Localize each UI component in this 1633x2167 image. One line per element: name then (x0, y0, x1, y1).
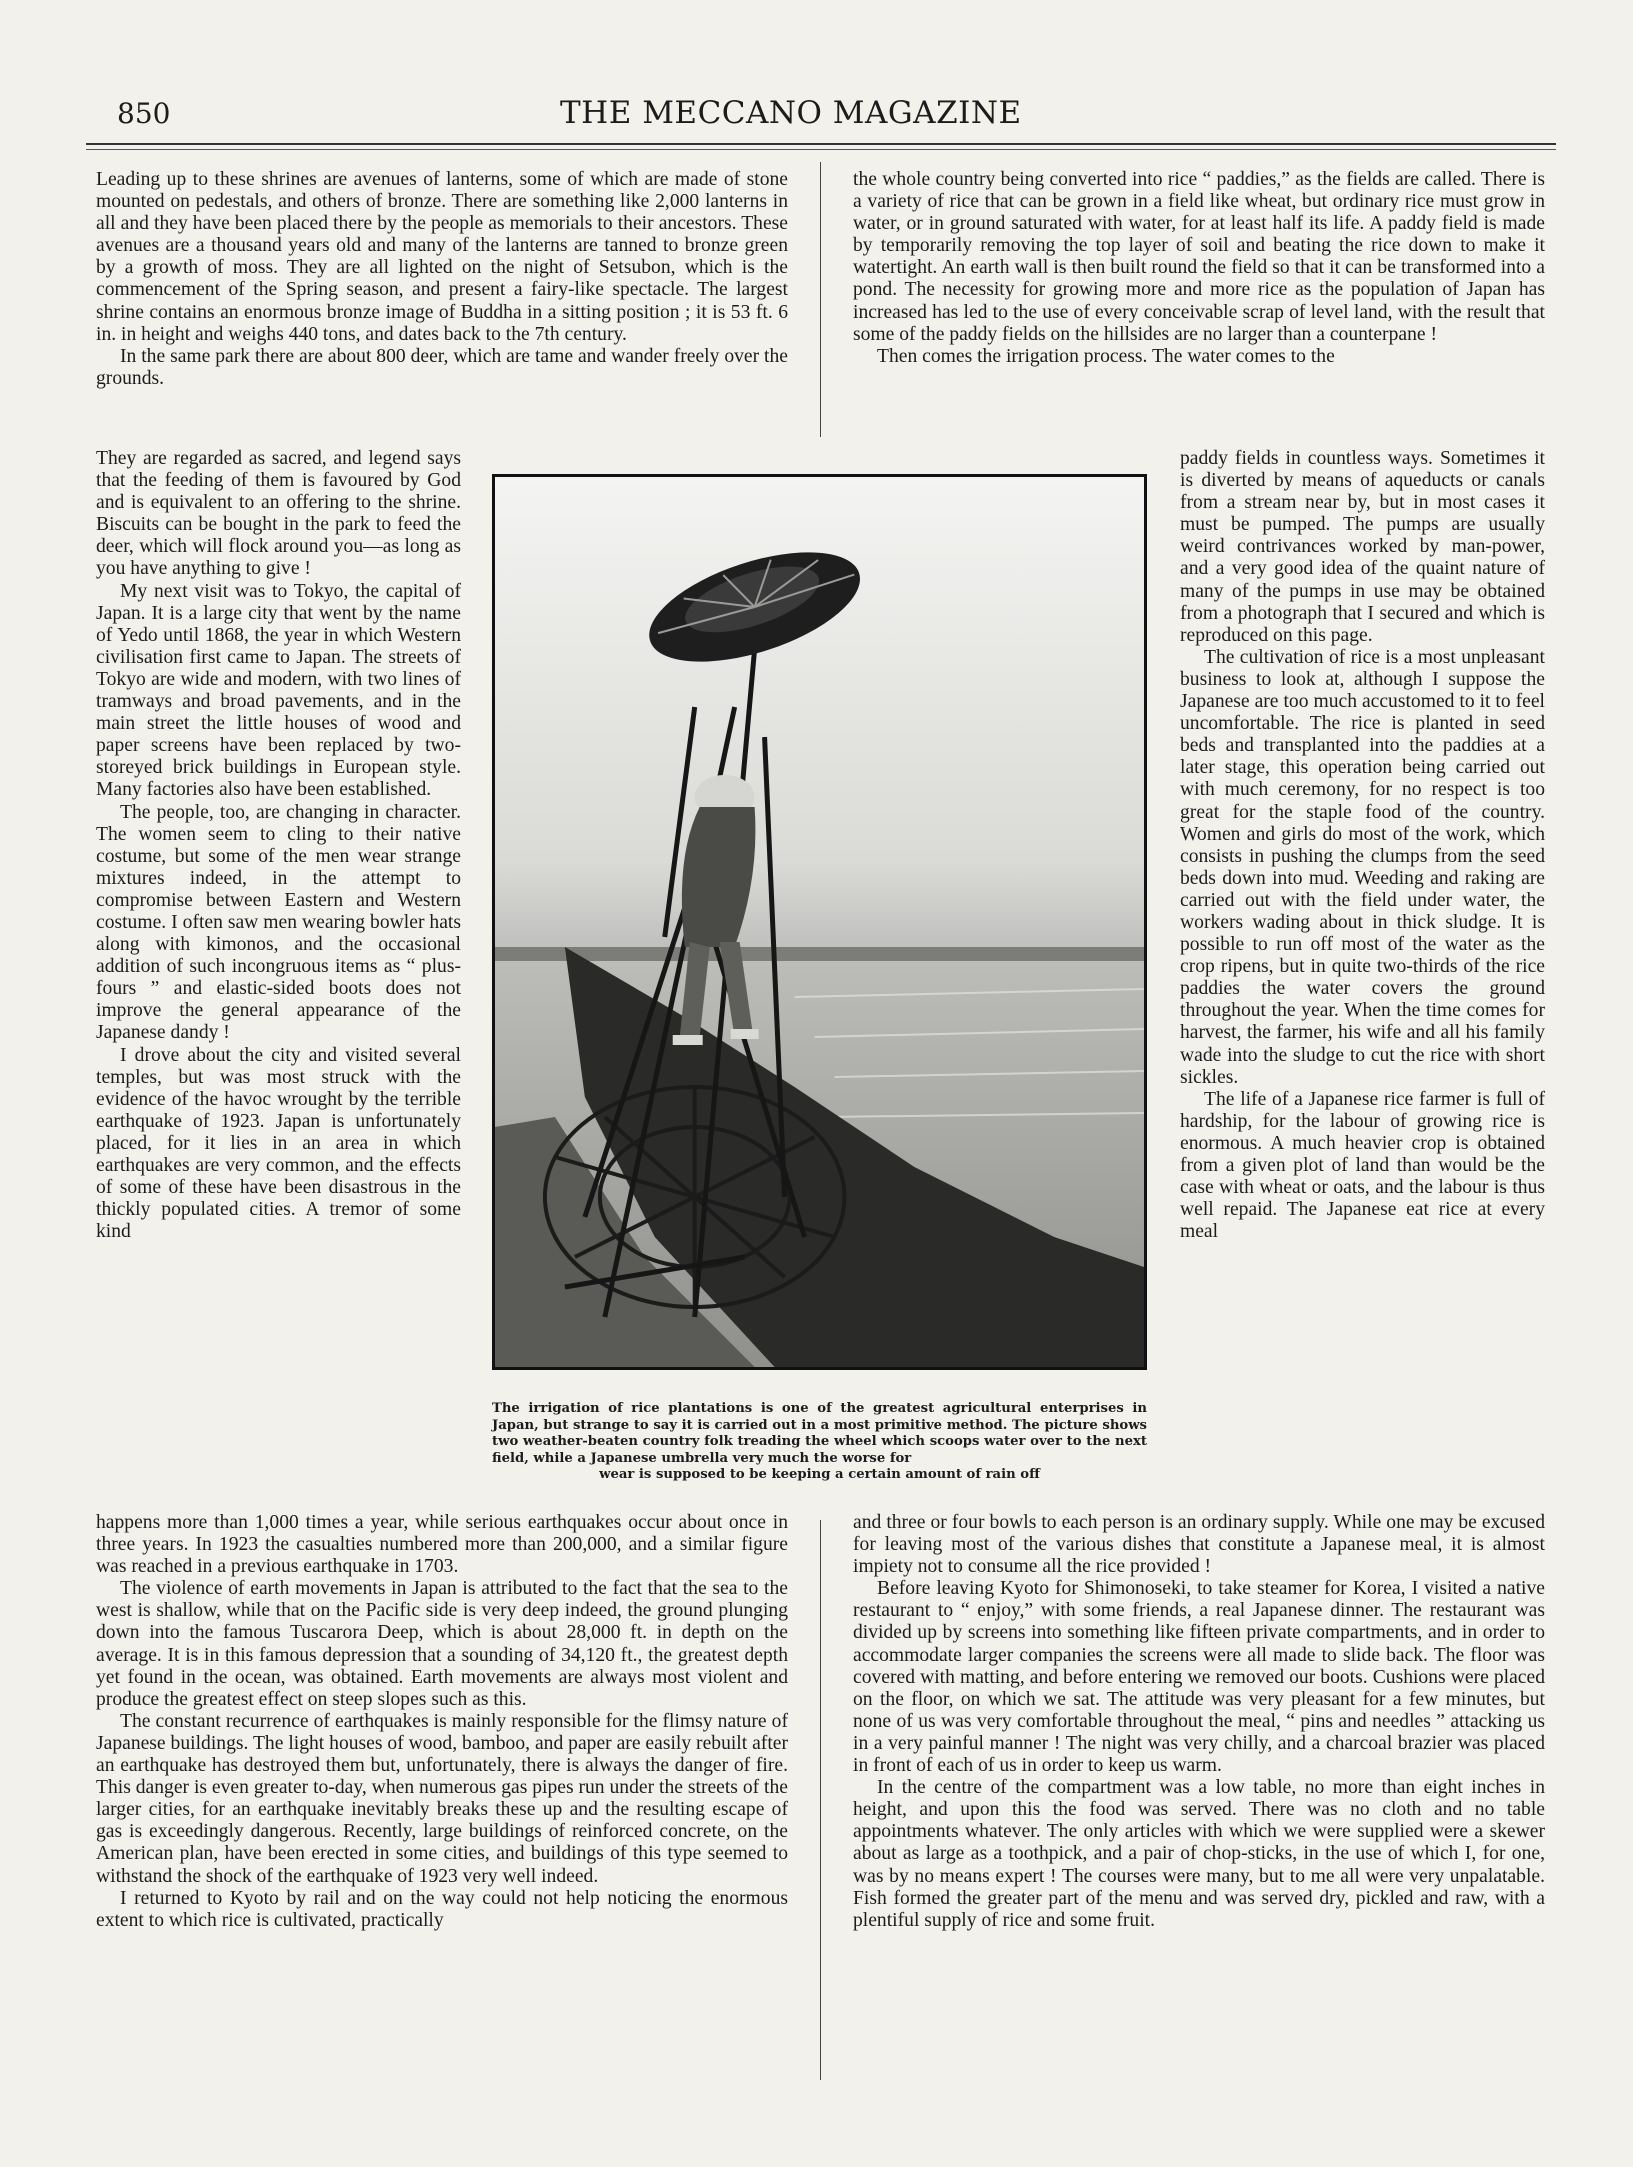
paragraph: Leading up to these shrines are avenues of lanterns, some of which are made of stone mounted on pedestals, and others of bronze. There are something like 2,000 lanterns in all and they have been placed there by the people as memorials to their ancestors. These avenues are a thousand years old and many of the lanterns are tanned to bronze green by a growth of moss. They are all lighted on the night of Setsubon, which is the commencement of the Spring season, and present a fairy-like spectacle. The largest shrine contains an enormous bronze image of Buddha in a sitting position ; it is 53 ft. 6 in. in height and weighs 440 tons, and dates back to the 7th century. (96, 169, 788, 345)
column-2-top (853, 169, 1545, 368)
horizon-trees (495, 947, 1144, 963)
caption-last-line: wear is supposed to be keeping a certain amount of rain off (599, 1467, 1040, 1482)
paragraph: and three or four bowls to each person is an ordinary supply. While one may be excused for leaving most of the various dishes that constitute a Japanese meal, it is almost impiety not to consume all the rice provided ! (853, 1512, 1545, 1578)
paragraph: Then comes the irrigation process. The water comes to the (877, 345, 1335, 367)
magazine-title: THE MECCANO MAGAZINE (560, 95, 1022, 131)
paragraph: paddy fields in countless ways. Sometimes it is diverted by means of aqueducts or canals from a stream near by, but in most cases it must be pumped. The pumps are usually weird contrivances worked by man-power, and a very good idea of the quaint nature of many of the pumps in use may be obtained from a photograph that I secured and which is reproduced on this page. (1180, 448, 1545, 646)
column-2-wrap (1180, 448, 1545, 1243)
paragraph: The people, too, are changing in character. The women seem to cling to their native costume, but some of the men wear strange mixtures indeed, in the attempt to compromise between Eastern and Western costume. I often saw men wearing bowler hats along with kimonos, and the occasional addition of such incongruous items as “ plus-fours ” and elastic-sided boots does not improve the general appearance of the Japanese dandy ! (96, 801, 461, 1044)
sky (495, 477, 1144, 957)
paragraph: The cultivation of rice is a most unpleasant business to look at, although I suppose the Japanese are too much accustomed to it to feel uncomfortable. The rice is planted in seed beds and transplanted into the paddies at a later stage, this operation being carried out with much ceremony, for no respect is too great for the staple food of the country. Women and girls do most of the work, which consists in pushing the clumps from the seed beds down into mud. Weeding and raking are carried out with the field under water, the workers wading about in thick sludge. It is possible to run off most of the water as the crop ripens, but in quite two-thirds of the rice paddies the water covers the ground throughout the year. When the time comes for harvest, the farmer, his wife and all his family wade into the sludge to cut the rice with short sickles. (1180, 646, 1545, 1088)
paragraph: The constant recurrence of earthquakes is mainly responsible for the flimsy nature of Japanese buildings. The light houses of wood, bamboo, and paper are easily rebuilt after an earthquake has destroyed them but, unfortunately, there is always the danger of fire. This danger is even greater to-day, when numerous gas pipes run under the streets of the larger cities, for an earthquake inevitably breaks these up and the resulting escape of gas is exceedingly dangerous. Recently, large buildings of reinforced concrete, on the American plan, have been erected in some cities, and buildings of this type seemed to withstand the shock of the earthquake of 1923 very well indeed. (96, 1710, 788, 1887)
irrigation-photo (492, 474, 1147, 1370)
paragraph: Before leaving Kyoto for Shimonoseki, to take steamer for Korea, I visited a native restaurant to “ enjoy,” with some friends, a real Japanese dinner. The restaurant was divided up by screens into something like fifteen private compartments, and in order to accommodate larger companies the screens were all made to slide back. The floor was covered with matting, and before entering we removed our boots. Cushions were placed on the floor, on which we sat. The attitude was very pleasant for a few minutes, but none of us was very comfortable throughout the meal, “ pins and needles ” attacking us in a very painful manner ! The night was very chilly, and a charcoal brazier was placed in front of each of us in order to keep us warm. (853, 1578, 1545, 1777)
photo-caption (492, 1401, 1147, 1484)
page-number: 850 (117, 97, 171, 130)
paragraph: I returned to Kyoto by rail and on the way could not help noticing the enormous extent to which rice is cultivated, practically (96, 1887, 788, 1931)
paragraph: The life of a Japanese rice farmer is full of hardship, for the labour of growing rice is enormous. A much heavier crop is obtained from a given plot of land than would be the case with wheat or oats, and the labour is thus well repaid. The Japanese eat rice at every meal (1180, 1088, 1545, 1243)
caption-text: The irrigation of rice plantations is one of the greatest agricultural enterprises in Japan, but strange to say it is carried out in a most primitive method. The picture shows two weather-beaten country folk treading the wheel which scoops water over to the next field, while a Japanese umbrella very much the worse for (492, 1401, 1147, 1466)
column-2-bottom (853, 1512, 1545, 1932)
header-rule (86, 143, 1556, 145)
header-rule-thin (86, 149, 1556, 150)
paragraph: In the centre of the compartment was a low table, no more than eight inches in height, and upon this the food was served. There was no cloth and no table appointments whatever. The only articles with which we were supplied were a skewer about as large as a toothpick, and a pair of chop-sticks, in the use of which I, for one, was by no means expert ! The courses were many, but to me all were very unpalatable. Fish formed the greater part of the menu and was served dry, pickled and raw, with a plentiful supply of rice and some fruit. (853, 1777, 1545, 1931)
paragraph: happens more than 1,000 times a year, while serious earthquakes occur about once in three years. In 1923 the casualties numbered more than 200,000, and a similar figure was reached in a previous earthquake in 1703. (96, 1512, 788, 1578)
column-1-top (96, 169, 788, 390)
paragraph: The violence of earth movements in Japan is attributed to the fact that the sea to the west is shallow, while that on the Pacific side is very deep indeed, the ground plunging down into the famous Tuscarora Deep, which is about 28,000 ft. in depth on the average. It is in this famous depression that a sounding of 34,120 ft., the greatest depth yet found in the ocean, was obtained. Earth movements are always most violent and produce the greatest effect on steep slopes such as this. (96, 1578, 788, 1710)
column-divider (820, 1520, 821, 2080)
column-divider (820, 162, 821, 437)
paragraph: In the same park there are about 800 deer, which are tame and wander freely over the grounds. (96, 345, 788, 389)
paragraph: the whole country being converted into rice “ paddies,” as the fields are called. There is a variety of rice that can be grown in a field like wheat, but ordinary rice must grow in water, or in ground saturated with water, for at least half its life. A paddy field is made by temporarily removing the top layer of soil and beating the rice down to make it watertight. An earth wall is then built round the field so that it can be transformed into a pond. The necessity for growing more and more rice as the population of Japan has increased has led to the use of every conceivable scrap of level land, with the result that some of the paddy fields on the hillsides are no larger than a counterpane ! (853, 169, 1545, 345)
photo-illustration (495, 477, 1144, 1367)
paragraph: My next visit was to Tokyo, the capital of Japan. It is a large city that went by the name of Yedo until 1868, the year in which Western civilisation first came to Japan. The streets of Tokyo are wide and modern, with two lines of tramways and broad pavements, and in the main street the little houses of wood and paper screens have been replaced by two-storeyed brick buildings in European style. Many factories also have been established. (96, 580, 461, 801)
paragraph: They are regarded as sacred, and legend says that the feeding of them is favoured by God and is equivalent to an offering to the shrine. Biscuits can be bought in the park to feed the deer, which will flock around you—as long as you have anything to give ! (96, 448, 461, 580)
paragraph: I drove about the city and visited several temples, but was most struck with the evidence of the havoc wrought by the terrible earthquake of 1923. Japan is unfortunately placed, for it lies in an area in which earthquakes are very common, and the effects of some of these have been disastrous in the thickly populated cities. A tremor of some kind (96, 1044, 461, 1243)
column-1-wrap (96, 448, 461, 1243)
column-1-bottom (96, 1512, 788, 1932)
